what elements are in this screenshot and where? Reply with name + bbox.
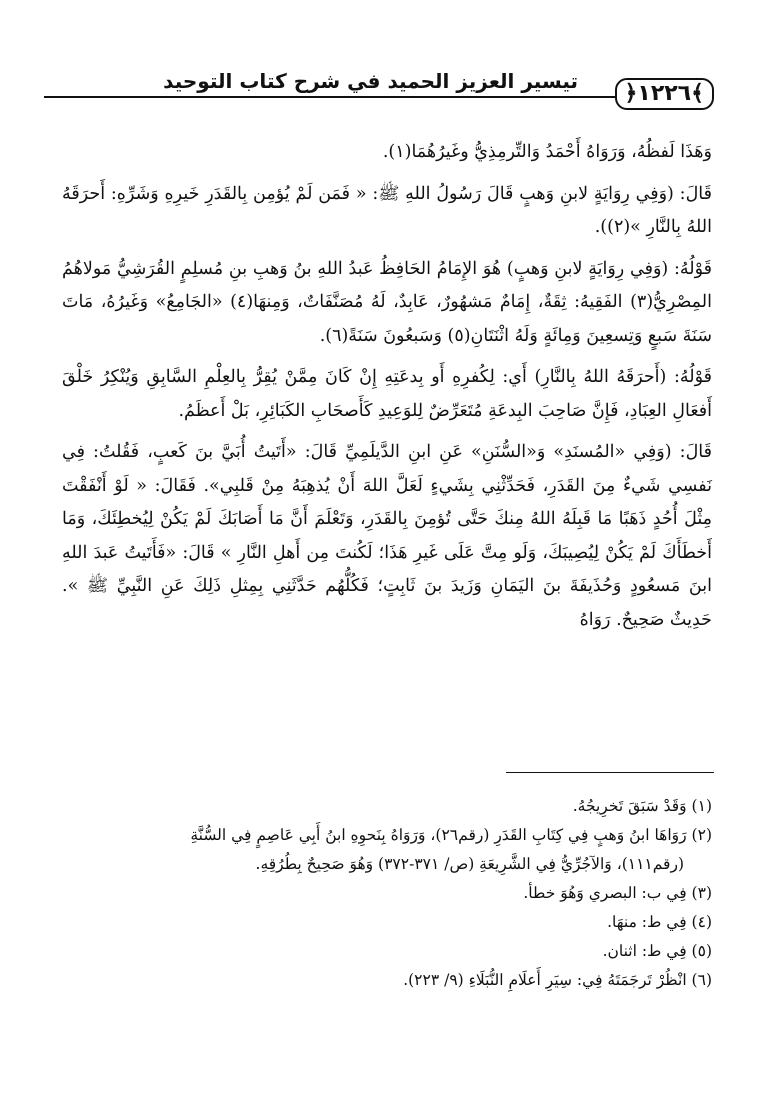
paragraph: قَوْلُهُ: (أَحرَقَهُ اللهُ بِالنَّارِ) أَي: لِكُفرِهِ أَو بِدعَتِهِ إِنْ كَانَ مِمَّنْ يُقِرُّ بِالعِلْمِ السَّابِقِ وَيُنْكِرُ خَلْقَ أَفعَالِ العِبَادِ، فَإِنَّ صَاحِبَ البِدعَةِ مُتَعَرِّضٌ لِلوَعِيدِ كَأَصحَابِ الكَبَائِرِ، بَلْ أَعظَمُ.: [62, 367, 712, 421]
footnotes: [62, 792, 712, 995]
paragraph: قَوْلُهُ: (وَفِي رِوَايَةٍ لابنِ وَهبٍ) هُوَ الإِمَامُ الحَافِظُ عَبدُ اللهِ بنُ وَهبِ بنِ مُسلِمٍ القُرَشِيُّ مَولاهُمُ المِصْرِيُّ(٣) الفَقِيهُ: ثِقَةٌ، إِمَامٌ مَشهُورٌ، عَابِدٌ، لَهُ مُصَنَّفَاتٌ، وَمِنهَا(٤) «الجَامِعُ» وَغَيرُهُ، مَاتَ سَنَةَ سَبعٍ وَتِسعِينَ وَمِائَةٍ وَلَهُ اثْنَتَانِ(٥) وَسَبعُونَ سَنَةً(٦).: [62, 258, 712, 346]
paragraph: قَالَ: (وَفِي رِوَايَةٍ لابنِ وَهبٍ قَالَ رَسُولُ اللهِ ﷺ: « فَمَن لَمْ يُؤمِن بِالقَدَرِ خَيرِهِ وَشَرِّهِ: أَحرَقَهُ اللهُ بِالنَّارِ »(٢)).: [62, 183, 712, 237]
footnote: (٦) انْظُرْ تَرجَمَتَهُ فِي: سِيَرِ أَعلَامِ النُّبَلَاءِ (٩/ ٢٢٣).: [403, 971, 712, 989]
footnote-continuation: (رقم١١١)، وَالآجُرِّيُّ فِي الشَّرِيعَةِ (ص/ ٣٧١-٣٧٢) وَهُوَ صَحِيحٌ بِطُرُقِهِ.: [255, 855, 684, 873]
footnote: (٢) رَوَاهَا ابنُ وَهبٍ فِي كِتَابِ القَدَرِ (رقم٢٦)، وَرَوَاهُ بِنَحوِهِ ابنُ أَبِي عَاصِمٍ فِي السُّنَّةِ: [190, 826, 712, 844]
paragraph: وَهَذَا لَفظُهُ، وَرَوَاهُ أَحْمَدُ وَالتِّرمِذِيُّ وغَيرُهُمَا(١).: [382, 142, 712, 162]
header-rule: [44, 96, 714, 98]
footnote: (٣) فِي ب: البصري وَهُوَ خطأ.: [523, 884, 712, 902]
footnote-separator: [506, 772, 714, 773]
page-header: [44, 66, 714, 110]
running-title: تيسير العزيز الحميد في شرح كتاب التوحيد: [157, 68, 584, 94]
paragraph: قَالَ: (وَفِي «المُسنَدِ» وَ«السُّنَنِ» عَنِ ابنِ الدَّيلَمِيِّ قَالَ: «أَتَيتُ أُبَيَّ بنَ كَعبٍ، فَقُلتُ: فِي نَفسِي شَيءٌ مِنَ القَدَرِ، فَحَدِّثْنِي بِشَيءٍ لَعَلَّ اللهَ أَنْ يُذهِبَهُ مِنْ قَلبِي». فَقَالَ: « لَوْ أَنْفَقْتَ مِثْلَ أُحُدٍ ذَهَبًا مَا قَبِلَهُ اللهُ مِنكَ حَتَّى تُؤمِنَ بِالقَدَرِ، وَتَعْلَمَ أَنَّ مَا أَصَابَكَ لَمْ يَكُنْ لِيُخطِئَكَ، وَمَا أَخطَأَكَ لَمْ يَكُنْ لِيُصِيبَكَ، وَلَو مِتَّ عَلَى غَيرِ هَذَا؛ لَكُنتَ مِن أَهلِ النَّارِ » قَالَ: «فَأَتَيتُ عَبدَ اللهِ ابنَ مَسعُودٍ وَحُذَيفَةَ بنَ اليَمَانِ وَزَيدَ بنَ ثَابِتٍ؛ فَكُلُّهُم حَدَّثَنِي بِمِثلِ ذَلِكَ عَنِ النَّبِيِّ ﷺ ». حَدِيثٌ صَحِيحٌ. رَوَاهُ: [62, 442, 712, 630]
footnote: (٤) فِي ط: منهَا.: [607, 913, 712, 931]
footnote: (٥) فِي ط: اثنان.: [602, 942, 712, 960]
main-text: [62, 136, 712, 645]
footnote: (١) وَقَدْ سَبَقَ تَخرِيجُهُ.: [572, 797, 712, 815]
page-number: ﴿١٢٢٦﴾: [615, 78, 715, 110]
